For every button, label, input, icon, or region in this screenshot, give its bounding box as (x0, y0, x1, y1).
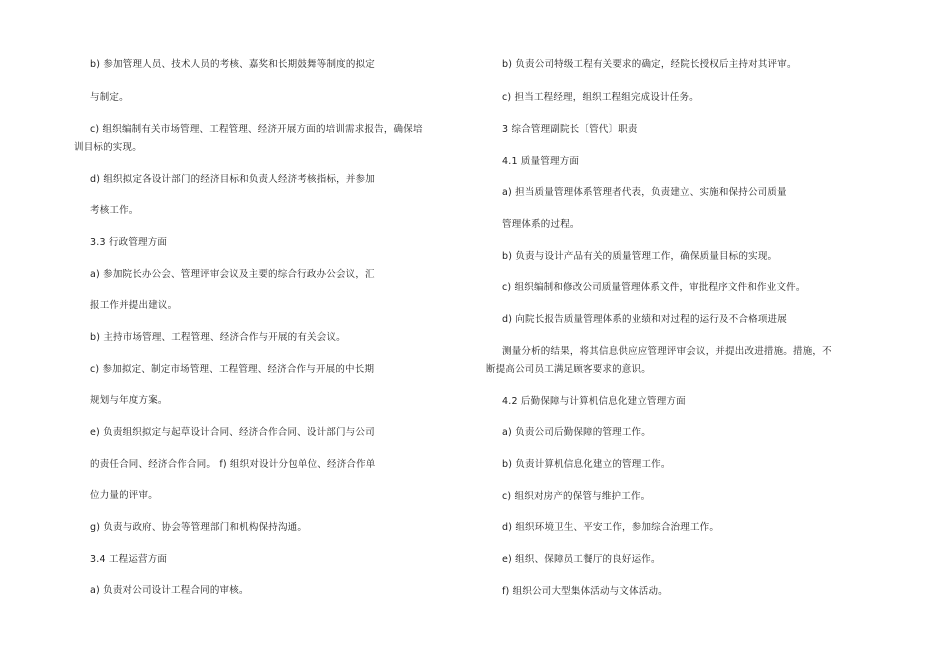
right-line-5: a) 担当质量管理体系管理者代表，负责建立、实施和保持公司质量 (502, 187, 787, 198)
left-line-18: a) 负责对公司设计工程合同的审核。 (90, 585, 249, 596)
left-heading-3-3: 3.3 行政管理方面 (90, 237, 168, 248)
left-line-1: b) 参加管理人员、技术人员的考核、嘉奖和长期鼓舞等制度的拟定 (90, 59, 375, 70)
right-line-8: c) 组织编制和修改公司质量管理体系文件，审批程序文件和作业文件。 (502, 282, 806, 293)
right-line-16: d) 组织环境卫生、平安工作，参加综合治理工作。 (502, 522, 720, 533)
left-line-11: c) 参加拟定、制定市场管理、工程管理、经济合作与开展的中长期 (90, 364, 375, 375)
right-heading-4-2: 4.2 后勤保障与计算机信息化建立管理方面 (502, 396, 686, 407)
left-line-16: g) 负责与政府、协会等管理部门和机构保持沟通。 (90, 522, 308, 533)
left-line-14: 的责任合同、经济合作合同。 f) 组织对设计分包单位、经济合作单 (90, 459, 376, 470)
right-line-17: e) 组织、保障员工餐厅的良好运作。 (502, 554, 661, 565)
left-heading-3-4: 3.4 工程运营方面 (90, 554, 168, 565)
left-line-6: 考核工作。 (90, 205, 139, 216)
left-line-2: 与制定。 (90, 92, 129, 103)
left-line-9: 报工作并提出建议。 (90, 300, 178, 311)
left-line-12: 规划与年度方案。 (90, 395, 168, 406)
right-line-9: d) 向院长报告质量管理体系的业绩和对过程的运行及不合格项进展 (502, 314, 787, 325)
right-line-2: c) 担当工程经理，组织工程组完成设计任务。 (502, 92, 699, 103)
right-line-6: 管理体系的过程。 (502, 219, 580, 230)
right-line-13: a) 负责公司后勤保障的管理工作。 (502, 427, 651, 438)
left-line-4: 训目标的实现。 (74, 142, 142, 153)
right-line-14: b) 负责计算机信息化建立的管理工作。 (502, 459, 671, 470)
right-heading-3: 3 综合管理副院长〔管代〕职责 (502, 124, 638, 135)
left-line-5: d) 组织拟定各设计部门的经济目标和负责人经济考核指标，并参加 (90, 174, 375, 185)
right-line-10: 测量分析的结果，将其信息供应应管理评审会议，并提出改进措施。措施，不 (502, 346, 832, 357)
left-line-3: c) 组织编制有关市场管理、工程管理、经济开展方面的培训需求报告，确保培 (90, 124, 423, 135)
left-line-13: e) 负责组织拟定与起草设计合同、经济合作合同、设计部门与公司 (90, 427, 375, 438)
right-line-1: b) 负责公司特级工程有关要求的确定，经院长授权后主持对其评审。 (502, 59, 797, 70)
right-line-15: c) 组织对房产的保管与维护工作。 (502, 491, 651, 502)
left-line-15: 位力量的评审。 (90, 490, 158, 501)
right-line-7: b) 负责与设计产品有关的质量管理工作，确保质量目标的实现。 (502, 251, 778, 262)
right-line-18: f) 组织公司大型集体活动与文体活动。 (502, 586, 668, 597)
right-line-11: 断提高公司员工满足顾客要求的意识。 (486, 364, 651, 375)
left-line-10: b) 主持市场管理、工程管理、经济合作与开展的有关会议。 (90, 332, 346, 343)
left-line-8: a) 参加院长办公会、管理评审会议及主要的综合行政办公会议，汇 (90, 269, 375, 280)
right-heading-4-1: 4.1 质量管理方面 (502, 156, 580, 167)
